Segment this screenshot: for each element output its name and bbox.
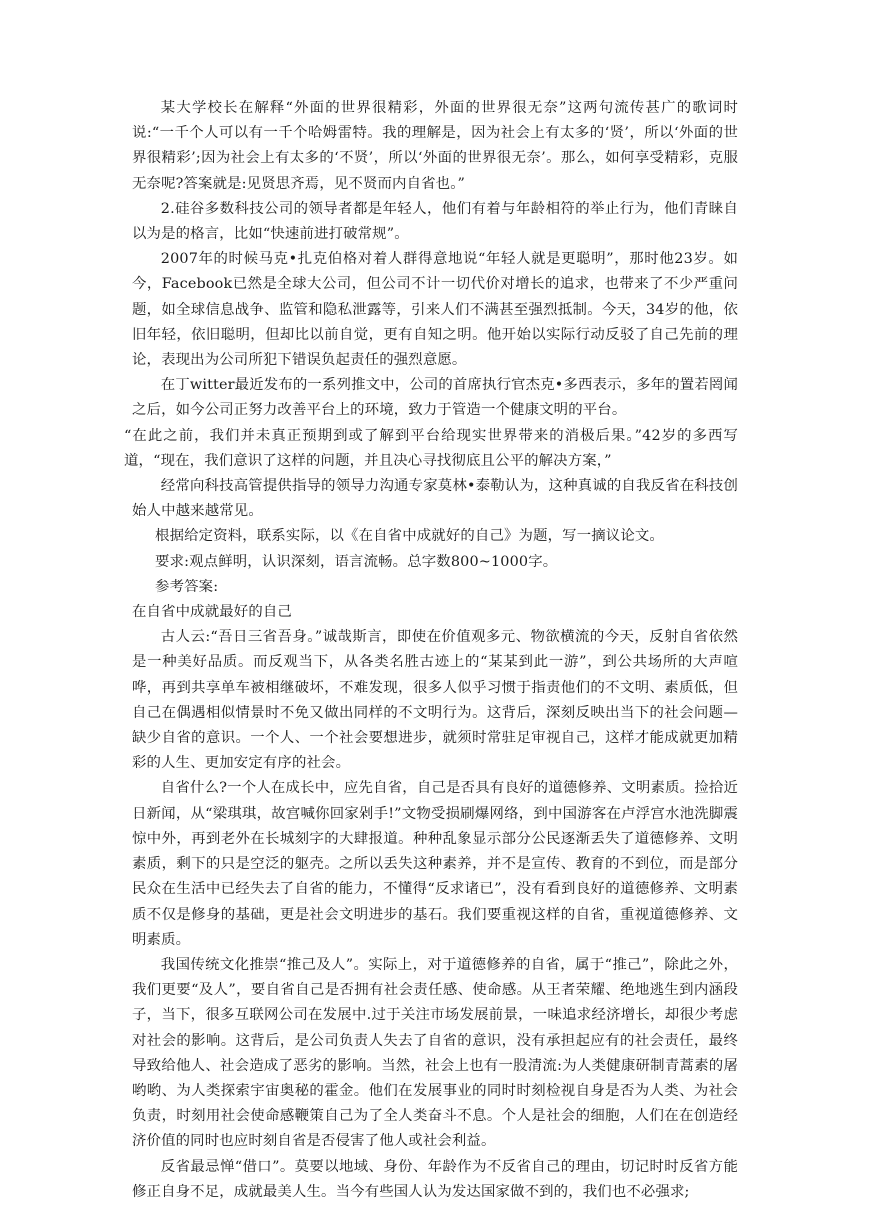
material-paragraph-1: 某大学校长在解释“外面的世界很精彩，外面的世界很无奈”这两句流传甚广的歌词时说:“一千个人可以有一千个哈姆雷特。我的理解是，因为社会上有太多的‘贤’，所以‘外面的世界很精彩’;因为社会上有太多的‘不贤’，所以‘外面的世界很无奈’。那么，如何享受精彩，克服无奈呢?答案就是:见贤思齐焉，见不贤而内自省也。” xyxy=(132,100,738,192)
essay-title: 在自省中成就最好的自己 xyxy=(132,604,292,621)
essay-paragraph-3: 我国传统文化推崇“推己及人”。实际上，对于道德修养的自省，属于“推己”，除此之外，我们更要“及人”，要自省自己是否拥有社会责任感、使命感。从王者荣耀、绝地逃生到内涵段子，当下，很多互联网公司在发展中.过于关注市场发展前景，一味追求经济增长，却很少考虑对社会的影响。这背后，是公司负责人失去了自省的意识，没有承担起应有的社会责任，最终导致给他人、社会造成了恶劣的影响。当然，社会上也有一股清流:为人类健康研制青蒿素的屠哟哟、为人类探索宇宙奥秘的霍金。他们在发展事业的同时时刻检视自身是否为人类、为社会负责，时刻用社会使命感鞭策自己为了全人类奋斗不息。个人是社会的细胞，人们在在创造经济价值的同时也应时刻自省是否侵害了他人或社会利益。 xyxy=(132,956,738,1150)
material-paragraph-6: 经常向科技高管提供指导的领导力沟通专家莫林•泰勒认为，这种真诚的自我反省在科技创始人中越来越常见。 xyxy=(132,478,738,520)
material-paragraph-4: 在丁witter最近发布的一系列推文中，公司的首席执行官杰克•多西表示，多年的置若罔闻之后，如今公司正努力改善平台上的环境，致力于管造一个健康文明的平台。 xyxy=(132,377,738,419)
writing-requirement: 要求:观点鲜明，认识深刻，语言流畅。总字数800~1000字。 xyxy=(155,553,558,570)
essay-paragraph-4: 反省最忌惮“借口”。莫要以地域、身份、年龄作为不反省自己的理由，切记时时反省方能修正自身不足，成就最美人生。当今有些国人认为发达国家做不到的，我们也不必强求; xyxy=(132,1158,738,1200)
material-paragraph-5: “在此之前，我们并未真正预期到或了解到平台给现实世界带来的消极后果。”42岁的多西写道，“现在，我们意识了这样的问题，并且决心寻找彻底且公平的解决方案，” xyxy=(124,427,738,469)
essay-paragraph-2: 自省什么?一个人在成长中，应先自省，自己是否具有良好的道德修养、文明素质。捡拾近日新闻，从“梁琪琪，故宫喊你回家剁手!”文物受损刷爆网络，到中国游客在卢浮宫水池洗脚震惊中外，再到老外在长城刻字的大肆报道。种种乱象显示部分公民逐渐丢失了道德修养、文明素质，剩下的只是空泛的躯壳。之所以丢失这种素养，并不是宣传、教育的不到位，而是部分民众在生活中已经失去了自省的能力，不懂得“反求诸已”，没有看到良好的道德修养、文明素质不仅是修身的基础，更是社会文明进步的基石。我们要重视这样的自省，重视道德修养、文明素质。 xyxy=(132,780,738,948)
essay-paragraph-1: 古人云:“吾日三省吾身。”诚哉斯言，即使在价值观多元、物欲横流的今天，反射自省依然是一种美好品质。而反观当下，从各类名胜古迹上的“某某到此一游”，到公共场所的大声喧哗，再到共享单车被相继破坏，不难发现，很多人似乎习惯于指责他们的不文明、素质低，但自己在偶遇相似情景时不免又做出同样的不文明行为。这背后，深刻反映出当下的社会问题—缺少自省的意识。一个人、一个社会要想进步，就须时常驻足审视自己，这样才能成就更加精彩的人生、更加安定有序的社会。 xyxy=(132,629,738,772)
answer-label: 参考答案: xyxy=(155,578,219,595)
document-body xyxy=(124,96,738,1205)
material-paragraph-2: 2.硅谷多数科技公司的领导者都是年轻人，他们有着与年龄相符的举止行为，他们青睐自以为是的格言，比如“快速前进打破常规”。 xyxy=(132,200,738,243)
material-paragraph-3: 2007年的时候马克•扎克伯格对着人群得意地说“年轻人就是更聪明”，那时他23岁。如今，Facebook已然是全球大公司，但公司不计一切代价对增长的追求，也带来了不少严重问题，如全球信息战争、监管和隐私泄露等，引来人们不满甚至强烈抵制。今天，34岁的他，依旧年轻，依旧聪明，但却比以前自觉，更有自知之明。他开始以实际行动反驳了自己先前的理论，表现出为公司所犯下错误负起责任的强烈意愿。 xyxy=(132,251,738,369)
writing-prompt: 根据给定资料，联系实际，以《在自省中成就好的自己》为题，写一摘议论文。 xyxy=(155,528,664,545)
